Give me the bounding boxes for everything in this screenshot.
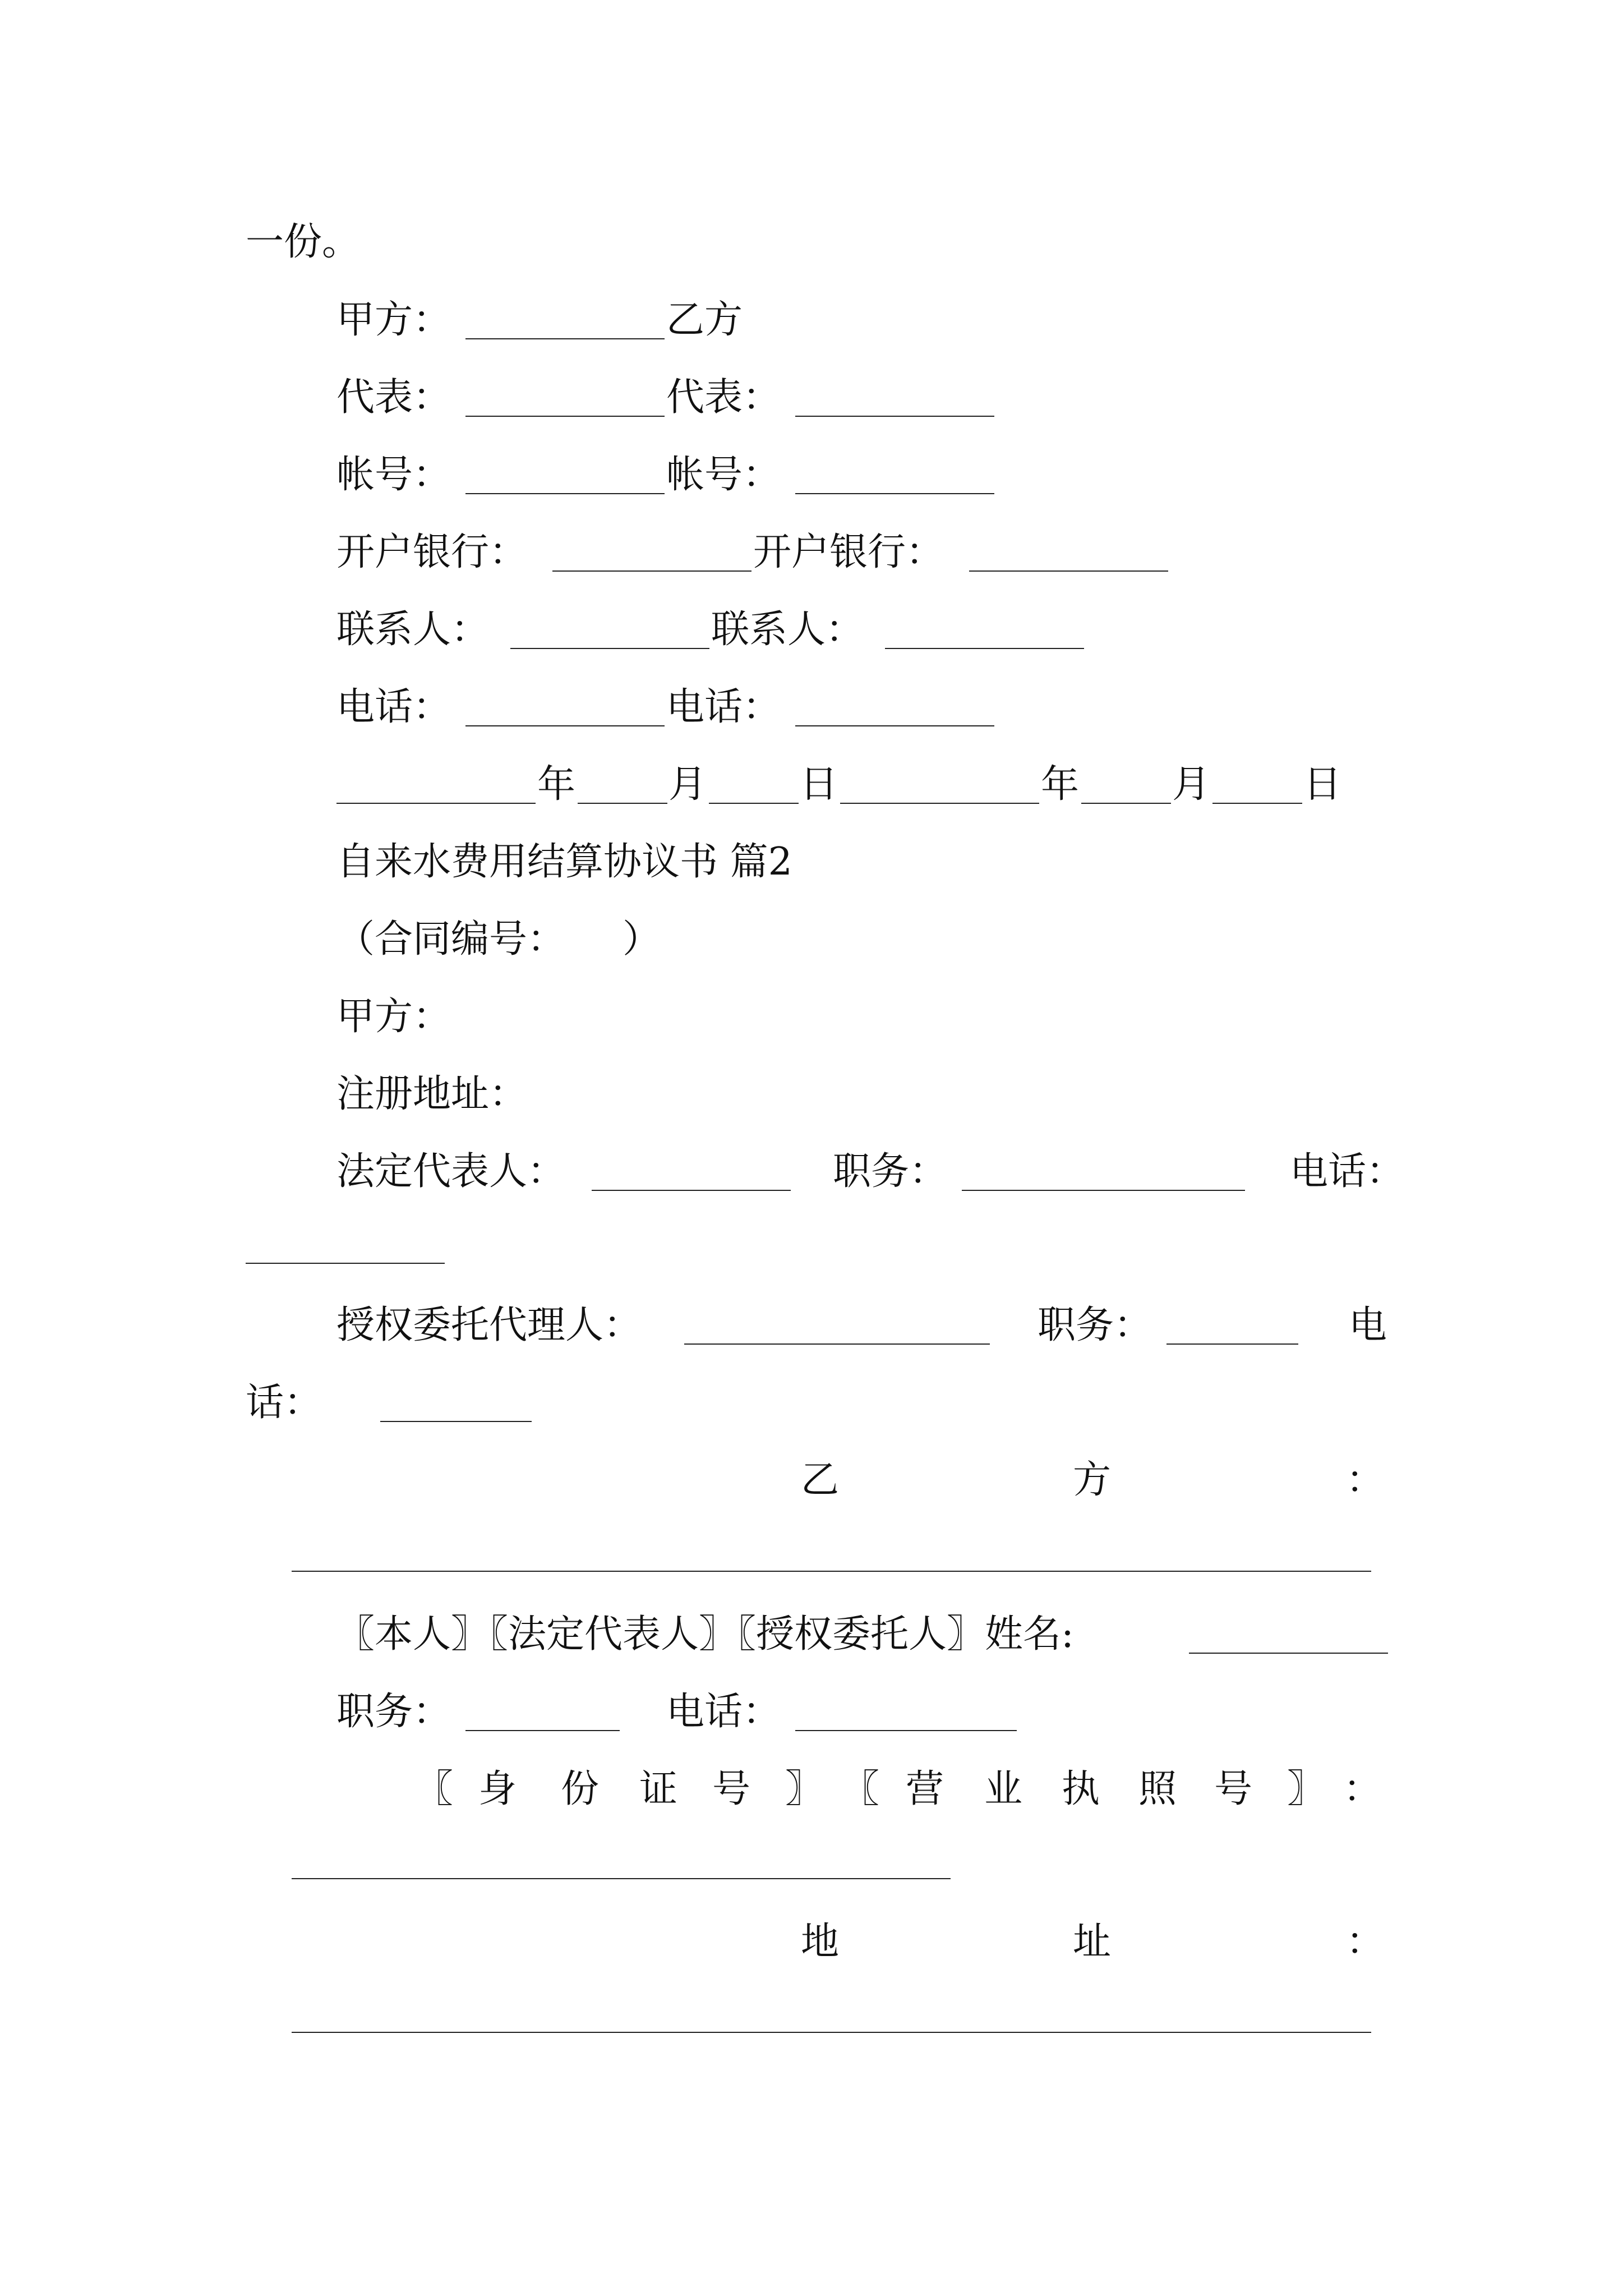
- id-char: 〗: [785, 1767, 824, 1811]
- signature-account-row: [336, 453, 1570, 501]
- legal-rep-phone-blank: [246, 1263, 445, 1264]
- agent-phone-row: [246, 1381, 694, 1429]
- id-char: 份: [561, 1767, 600, 1811]
- name-label: 〖本人〗〖法定代表人〗〖授权委托人〗姓名:: [336, 1612, 1074, 1657]
- date-b-day-label: 日: [1303, 762, 1342, 807]
- date-b-year-blank: [840, 803, 1039, 804]
- party-b-char: 方: [1073, 1458, 1112, 1502]
- id-char: ：: [1343, 1767, 1382, 1811]
- id-char: 号: [1214, 1767, 1253, 1811]
- party-b-phone-blank: [795, 1730, 1017, 1731]
- phone-a-label: 电话：: [336, 685, 451, 729]
- signature-phone-row: [336, 685, 1570, 733]
- party-b-phone-label: 电话：: [666, 1690, 781, 1734]
- contact-a-blank: [510, 648, 709, 649]
- address-row: [0, 1920, 1623, 1968]
- contact-a-label: 联系人：: [336, 608, 490, 652]
- id-char: 执: [1062, 1767, 1100, 1811]
- agent-label: 授权委托代理人：: [336, 1303, 642, 1347]
- party-b-position-blank: [465, 1730, 620, 1731]
- rep-b-blank: [795, 416, 994, 417]
- legal-rep-phone-label: 电话：: [1290, 1149, 1405, 1194]
- legal-rep-label: 法定代表人：: [336, 1149, 566, 1194]
- date-a-year-blank: [336, 803, 536, 804]
- signature-rep-row: [336, 375, 1570, 424]
- name-blank: [1189, 1653, 1388, 1654]
- date-b-year-label: 年: [1041, 762, 1080, 807]
- registered-address: 注册地址：: [336, 1072, 528, 1116]
- account-b-blank: [795, 493, 994, 494]
- date-a-year-label: 年: [537, 762, 576, 807]
- agent-blank: [684, 1343, 990, 1345]
- party-a-blank: [465, 338, 665, 339]
- date-a-day-blank: [709, 803, 799, 804]
- date-b-month-blank: [1081, 803, 1171, 804]
- bank-b-label: 开户银行：: [753, 530, 944, 574]
- id-char: 号: [712, 1767, 751, 1811]
- bank-a-blank: [552, 570, 751, 572]
- rep-b-label: 代表：: [666, 375, 781, 420]
- agent-position-label: 职务：: [1038, 1303, 1152, 1347]
- contract-number: （合同编号： ）: [336, 917, 661, 961]
- party-b-blank: [292, 1571, 1371, 1572]
- party-a-heading: 甲方：: [336, 995, 451, 1039]
- account-a-blank: [465, 493, 665, 494]
- section-title: 自来水费用结算协议书 篇2: [336, 840, 792, 884]
- party-b-heading: [0, 1458, 1623, 1506]
- contact-b-blank: [885, 648, 1084, 649]
- id-char: 照: [1138, 1767, 1177, 1811]
- id-char: 业: [984, 1767, 1023, 1811]
- party-a-label: 甲方：: [336, 298, 451, 342]
- phone-b-blank: [795, 725, 994, 726]
- agent-phone-label-2: 话：: [246, 1381, 322, 1425]
- continuation-text: 一份。: [246, 220, 361, 264]
- id-char: 营: [906, 1767, 944, 1811]
- legal-rep-blank: [592, 1190, 791, 1191]
- address-blank: [292, 2032, 1371, 2033]
- date-a-day-label: 日: [800, 762, 838, 807]
- legal-rep-row: [336, 1149, 1570, 1198]
- address-char: 址: [1073, 1920, 1112, 1964]
- date-a-month-label: 月: [668, 762, 707, 807]
- address-char: 地: [801, 1920, 840, 1964]
- id-number-row: [0, 1767, 1623, 1815]
- signature-party-row: [336, 298, 1570, 346]
- id-char: 〖: [415, 1767, 454, 1811]
- legal-rep-position-blank: [962, 1190, 1245, 1191]
- rep-a-label: 代表：: [336, 375, 451, 420]
- signature-date-row: [336, 762, 1570, 811]
- id-char: 〗: [1287, 1767, 1326, 1811]
- phone-a-blank: [465, 725, 665, 726]
- signature-bank-row: [336, 530, 1570, 578]
- phone-b-label: 电话：: [666, 685, 781, 729]
- party-b-char: ：: [1346, 1458, 1385, 1502]
- rep-a-blank: [465, 416, 665, 417]
- party-b-char: 乙: [801, 1458, 840, 1502]
- account-a-label: 帐号：: [336, 453, 451, 497]
- party-b-position-row: [336, 1690, 1570, 1738]
- agent-phone-blank: [380, 1421, 532, 1422]
- signature-contact-row: [336, 608, 1570, 656]
- bank-a-label: 开户银行：: [336, 530, 528, 574]
- agent-position-blank: [1166, 1343, 1298, 1345]
- id-char: 身: [478, 1767, 517, 1811]
- date-a-month-blank: [578, 803, 667, 804]
- agent-phone-label-1: 电: [1349, 1303, 1387, 1347]
- party-b-position-label: 职务：: [336, 1690, 451, 1734]
- agent-row: [336, 1303, 1570, 1351]
- date-b-day-blank: [1212, 803, 1302, 804]
- date-b-month-label: 月: [1172, 762, 1211, 807]
- address-char: ：: [1346, 1920, 1385, 1964]
- party-b-label: 乙方: [666, 298, 743, 342]
- contact-b-label: 联系人：: [711, 608, 864, 652]
- name-row: [336, 1612, 1570, 1660]
- id-char: 证: [639, 1767, 678, 1811]
- account-b-label: 帐号：: [666, 453, 781, 497]
- legal-rep-position-label: 职务：: [833, 1149, 948, 1194]
- id-char: 〖: [841, 1767, 880, 1811]
- bank-b-blank: [969, 570, 1168, 572]
- id-number-blank: [292, 1878, 951, 1879]
